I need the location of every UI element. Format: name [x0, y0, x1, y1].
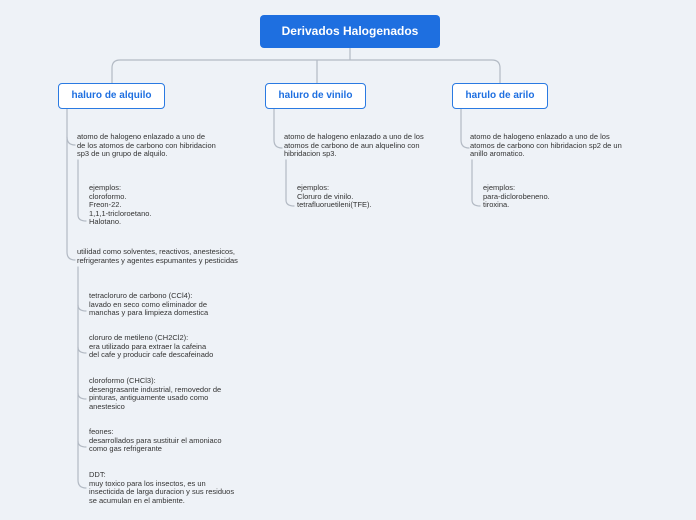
alquilo-use-item-freones: feones: desarrollados para sustituir el amoniaco como gas refrigerante — [89, 427, 222, 454]
vinilo-examples: ejemplos: Cloruro de vinilo. tetrafluoruetileni(TFE). — [297, 183, 372, 210]
connector-branch-alquilo — [67, 108, 75, 260]
vinilo-definition: atomo de halogeno enlazado a uno de los atomos de carbono de aun alquelino con hibridacion sp3. — [284, 132, 424, 159]
alquilo-examples: ejemplos: cloroformo. Freon-22. 1,1,1-tricloroetano. Halotano. — [89, 183, 152, 227]
alquilo-use-item-chcl3: cloroformo (CHCl3): desengrasante industrial, removedor de pinturas, antiguamente usado como anestesico — [89, 376, 222, 411]
connector-alquilo-uses — [78, 267, 86, 488]
alquilo-uses: utilidad como solventes, reactivos, anestesicos, refrigerantes y agentes espumantes y pesticidas — [77, 247, 238, 265]
connector-alquilo-use-items — [78, 305, 86, 447]
connector-alquilo-examples — [78, 160, 86, 221]
arilo-definition: atomo de halogeno enlazado a uno de los atomos de carbono con hibridacion sp2 de un anillo aromatico. — [470, 132, 622, 159]
connector-branch-vinilo — [274, 108, 282, 148]
connector-alquilo-definition — [67, 137, 75, 145]
connector-branch-arilo — [461, 108, 469, 148]
alquilo-use-item-ddt: DDT: muy toxico para los insectos, es un insecticida de larga duracion y sus residuos se acumulan en el ambiente. — [89, 470, 235, 505]
connector-root — [112, 48, 500, 84]
alquilo-definition: atomo de halogeno enlazado a uno de de los atomos de carbono con hibridacion sp3 de un grupo de alquilo. — [77, 132, 216, 159]
branch-node-haluro-alquilo[interactable]: haluro de alquilo — [58, 83, 165, 109]
branch-node-haluro-vinilo[interactable]: haluro de vinilo — [265, 83, 366, 109]
arilo-examples: ejemplos: para-diclorobeneno. tiroxina. — [483, 183, 550, 210]
connector-vinilo-examples — [286, 160, 294, 206]
branch-node-harulo-arilo[interactable]: harulo de arilo — [452, 83, 548, 109]
connector-arilo-examples — [472, 160, 480, 206]
root-node[interactable]: Derivados Halogenados — [260, 15, 440, 48]
alquilo-use-item-ch2cl2: cloruro de metileno (CH2Cl2): era utilizado para extraer la cafeina del cafe y producir cafe descafeinado — [89, 333, 214, 360]
alquilo-use-item-ccl4: tetracloruro de carbono (CCl4): lavado en seco como eliminador de manchas y para limpieza domestica — [89, 291, 209, 318]
